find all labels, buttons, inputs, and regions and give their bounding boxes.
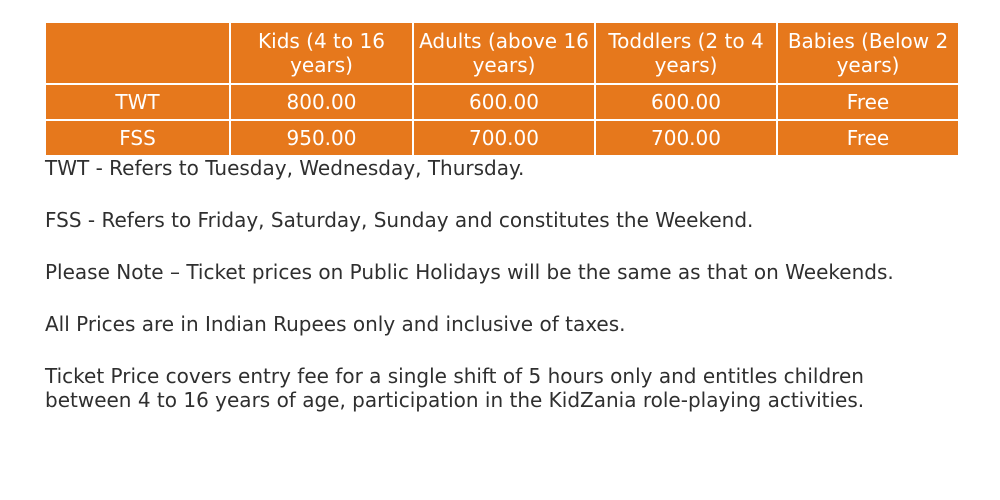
table-header-kids: Kids (4 to 16 years) [230, 22, 413, 84]
note-twt-definition: TWT - Refers to Tuesday, Wednesday, Thursday. [45, 156, 525, 180]
notes-section [45, 156, 945, 412]
price-cell: 600.00 [595, 84, 777, 120]
note-currency-taxes: All Prices are in Indian Rupees only and inclusive of taxes. [45, 312, 626, 336]
ticket-price-table [44, 21, 960, 157]
table-header-babies: Babies (Below 2 years) [777, 22, 959, 84]
table-row [45, 120, 959, 156]
row-label-fss: FSS [45, 120, 230, 156]
note-ticket-coverage: Ticket Price covers entry fee for a single shift of 5 hours only and entitles children between 4 to 16 years of age, participation in the KidZania role-playing activities. [45, 364, 865, 412]
table-header-empty-cell [45, 22, 230, 84]
price-cell: Free [777, 84, 959, 120]
price-cell: 700.00 [413, 120, 595, 156]
note-fss-definition: FSS - Refers to Friday, Saturday, Sunday and constitutes the Weekend. [45, 208, 754, 232]
note-public-holidays: Please Note – Ticket prices on Public Holidays will be the same as that on Weekends. [45, 260, 894, 284]
price-cell: 600.00 [413, 84, 595, 120]
row-label-twt: TWT [45, 84, 230, 120]
price-cell: 950.00 [230, 120, 413, 156]
table-header-toddlers: Toddlers (2 to 4 years) [595, 22, 777, 84]
table-header-row [45, 22, 959, 84]
table-row [45, 84, 959, 120]
price-cell: 800.00 [230, 84, 413, 120]
price-cell: Free [777, 120, 959, 156]
price-cell: 700.00 [595, 120, 777, 156]
table-header-adults: Adults (above 16 years) [413, 22, 595, 84]
